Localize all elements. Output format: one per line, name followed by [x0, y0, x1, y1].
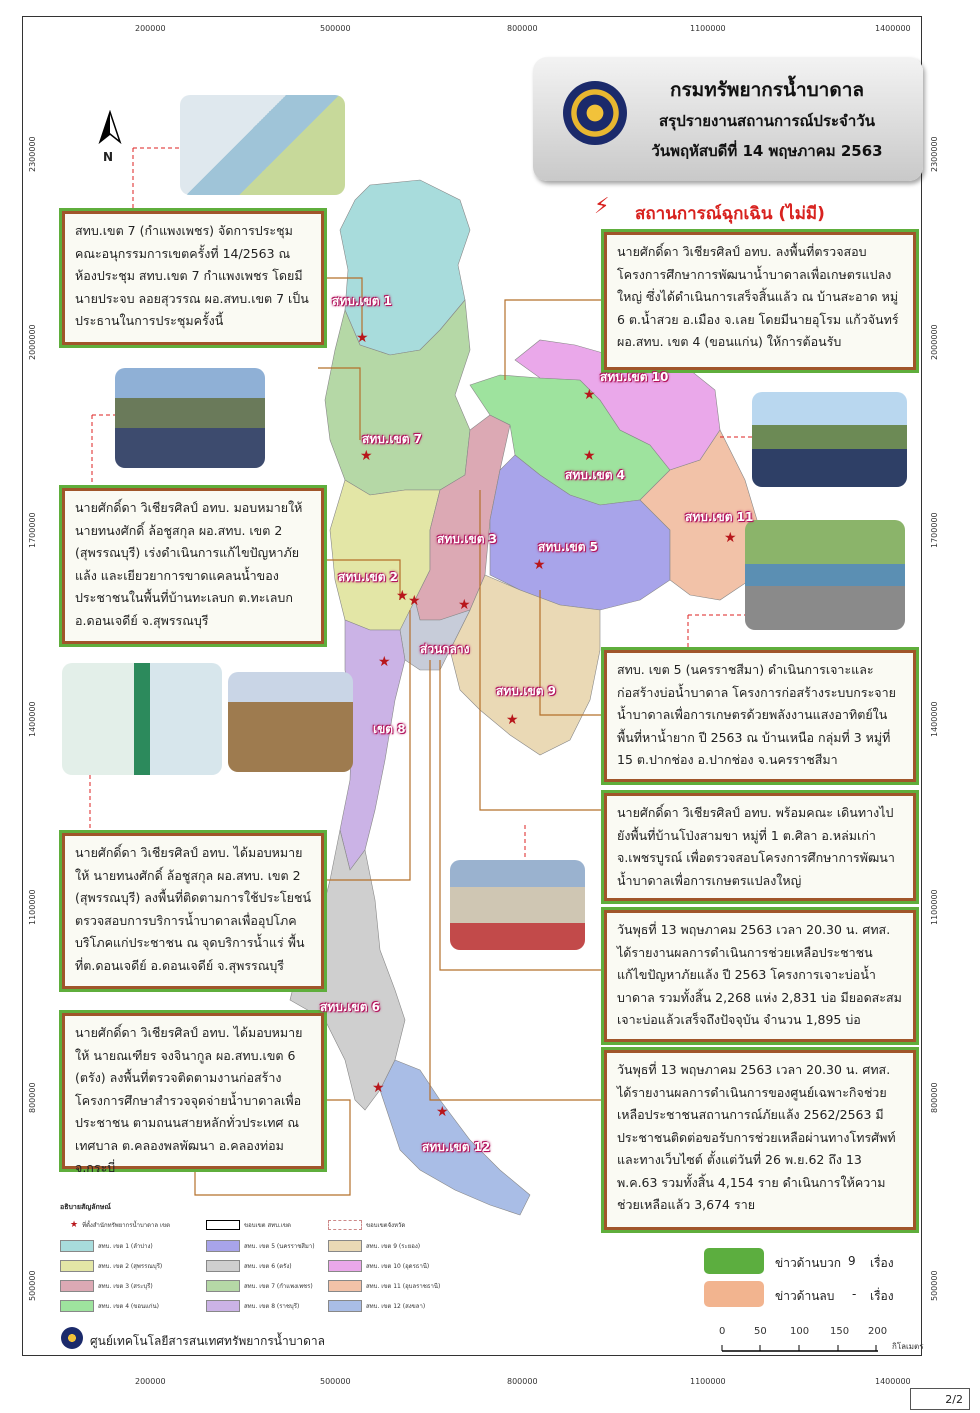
legend-item-label: สทบ. เขต 9 (ระยอง) — [366, 1243, 421, 1250]
zone-label-3: สทบ.เขต 3 — [437, 532, 498, 546]
negative-news-unit: เรื่อง — [870, 1289, 894, 1303]
zone-label-central: ส่วนกลาง — [420, 642, 470, 656]
note-zone6-inspection: นายศักดิ์ดา วิเชียรศิลป์ อทบ. ได้มอบหมายให้ นายณเฑียร จงจินากูล ผอ.สทบ.เขต 6 (ตรัง) ลงพื้นที่ตรวจติดตามงานก่อสร้างโครงการศึกษาสำรวจจุดจ่ายน้ำบาดาลเพื่อประชาชน ตามถนนสายหลักทั่วประเทศ ณ เทศบาล ต.คลองพลพัฒนา อ.คลองท่อม จ.กระบี่ — [62, 1013, 324, 1169]
zone-label-7: สทบ.เขต 7 — [362, 432, 423, 446]
legend-item — [60, 1260, 162, 1272]
axis-bottom-tick: 1100000 — [690, 1377, 726, 1386]
office-star-icon: ★ — [533, 557, 546, 573]
office-star-icon: ★ — [506, 712, 519, 728]
north-label: N — [103, 150, 114, 164]
scale-bar — [720, 1338, 880, 1346]
axis-right-tick: 500000 — [930, 1270, 939, 1301]
positive-news-swatch — [704, 1248, 764, 1274]
office-star-icon: ★ — [360, 448, 373, 464]
legend-item — [328, 1260, 429, 1272]
axis-left-tick: 1100000 — [28, 889, 37, 925]
scale-tick: 150 — [830, 1326, 850, 1337]
note-zone2-water-service: นายศักดิ์ดา วิเชียรศิลป์ อทบ. ได้มอบหมายให้ นายทนงศักดิ์ ล้อชูสกุล ผอ.สทบ. เขต 2 (สุพรรณบุรี) ลงพื้นที่ติดตามการใช้ประโยชน์ ตรวจสอบการบริการน้ำบาดาลเพื่ออุปโภค บริโภคแก่ประชาชน ณ จุดบริการน้ำแร่ พื้นที่ต.ดอนเจดีย์ อ.ดอนเจดีย์ จ.สุพรรณบุรี — [62, 833, 324, 989]
north-arrow-icon — [95, 110, 125, 150]
scale-tick: 50 — [754, 1326, 767, 1337]
office-star-icon: ★ — [372, 1080, 385, 1096]
legend-item — [206, 1240, 315, 1252]
zone-label-2: สทบ.เขต 2 — [338, 570, 399, 584]
legend-item-label: สทบ. เขต 4 (ขอนแก่น) — [98, 1303, 160, 1310]
note-drilling-report: วันพุธที่ 13 พฤษภาคม 2563 เวลา 20.30 น. ศทส. ได้รายงานผลการดำเนินการช่วยเหลือประชาชนแก้ไขปัญหาภัยแล้ง ปี 2563 โครงการเจาะบ่อน้ำบาดาล รวมทั้งสิ้น 2,268 แห่ง 2,831 บ่อ มียอดสะสมเจาะบ่อแล้วเสร็จถึงปัจจุบัน จำนวน 1,895 บ่อ — [604, 910, 916, 1042]
negative-news-count: - — [852, 1287, 857, 1301]
legend-item-label: สทบ. เขต 8 (ราชบุรี) — [244, 1303, 300, 1310]
axis-bottom-tick: 500000 — [320, 1377, 351, 1386]
axis-right-tick: 1400000 — [930, 701, 939, 737]
page-number: 2/2 — [910, 1388, 970, 1410]
office-star-icon: ★ — [436, 1104, 449, 1120]
axis-top-tick: 500000 — [320, 24, 351, 33]
credit-seal-icon — [61, 1327, 83, 1349]
zone-label-9: สทบ.เขต 9 — [496, 684, 557, 698]
axis-left-tick: 2300000 — [28, 136, 37, 172]
axis-bottom-tick: 1400000 — [875, 1377, 911, 1386]
legend-item — [206, 1260, 292, 1272]
scale-unit: กิโลเมตร — [892, 1342, 924, 1351]
photo-meeting — [180, 95, 345, 195]
credit-text: ศูนย์เทคโนโลยีสารสนเทศทรัพยากรน้ำบาดาล — [90, 1334, 325, 1348]
office-star-icon: ★ — [583, 448, 596, 464]
title-line-2: สรุปรายงานสถานการณ์ประจำวัน — [659, 112, 875, 130]
zone-label-11: สทบ.เขต 11 — [685, 510, 754, 524]
zone-label-8: เขต 8 — [373, 722, 406, 736]
title-line-1: กรมทรัพยากรน้ำบาดาล — [669, 79, 865, 101]
axis-left-tick: 500000 — [28, 1270, 37, 1301]
axis-right-tick: 2000000 — [930, 324, 939, 360]
legend-item — [206, 1280, 313, 1292]
photo-field-team — [450, 860, 585, 950]
legend-item-label: สทบ. เขต 2 (สุพรรณบุรี) — [98, 1263, 163, 1270]
legend-item-label: สทบ. เขต 7 (กำแพงเพชร) — [244, 1283, 313, 1290]
photo-water-station — [62, 663, 222, 775]
legend-item — [206, 1300, 299, 1312]
axis-top-tick: 800000 — [507, 24, 538, 33]
zone-label-12: สทบ.เขต 12 — [422, 1140, 491, 1154]
photo-construction — [228, 672, 353, 772]
title-box — [533, 57, 923, 181]
legend-province-boundary — [328, 1220, 405, 1230]
legend-item-label: สทบ. เขต 5 (นครราชสีมา) — [244, 1243, 315, 1250]
lightning-icon: ⚡ — [594, 194, 610, 219]
positive-news-unit: เรื่อง — [870, 1256, 894, 1270]
legend-item-label: สทบ. เขต 10 (อุดรธานี) — [366, 1263, 430, 1270]
note-phetchabun-visit: นายศักดิ์ดา วิเชียรศิลป์ อทบ. พร้อมคณะ เดินทางไปยังพื้นที่บ้านโป่งสามขา หมู่ที่ 1 ต.ศิลา อ.หล่มเก่า จ.เพชรบูรณ์ เพื่อตรวจสอบโครงการศึกษาการพัฒนาน้ำบาดาลเพื่อการเกษตรแปลงใหญ่ — [604, 793, 916, 901]
legend-item-label: สทบ. เขต 3 (สระบุรี) — [98, 1283, 153, 1290]
legend-item — [328, 1280, 440, 1292]
legend-item — [60, 1300, 159, 1312]
legend-item-label: สทบ. เขต 6 (ตรัง) — [244, 1263, 292, 1270]
note-zone5-well: สทบ. เขต 5 (นครราชสีมา) ดำเนินการเจาะและก่อสร้างบ่อน้ำบาดาล โครงการก่อสร้างระบบกระจายน้ำบาดาลเพื่อการเกษตรด้วยพลังงานแสงอาทิตย์ในพื้นที่หาน้ำยาก ปี 2563 ณ บ้านเหนือ กลุ่มที่ 3 หมู่ที่ 15 ต.ปากช่อง อ.ปากช่อง จ.นครราชสีมา — [604, 650, 916, 782]
axis-top-tick: 1100000 — [690, 24, 726, 33]
emergency-status: สถานการณ์ฉุกเฉิน (ไม่มี) — [635, 204, 825, 224]
axis-bottom-tick: 200000 — [135, 1377, 166, 1386]
legend-item — [328, 1240, 420, 1252]
axis-right-tick: 800000 — [930, 1082, 939, 1113]
axis-top-tick: 1400000 — [875, 24, 911, 33]
office-star-icon: ★ — [396, 588, 409, 604]
title-line-3: วันพฤหัสบดีที่ 14 พฤษภาคม 2563 — [651, 142, 883, 160]
note-zone2-drought: นายศักดิ์ดา วิเชียรศิลป์ อทบ. มอบหมายให้ นายทนงศักดิ์ ล้อชูสกุล ผอ.สทบ. เขต 2 (สุพรรณบุรี) เร่งดำเนินการแก้ไขปัญหาภัยแล้ง และเยียวยาการขาดแคลนน้ำของประชาชนในพื้นที่บ้านทะเลบก ต.ทะเลบก อ.ดอนเจดีย์ จ.สุพรรณบุรี — [62, 488, 324, 644]
photo-site-visit — [752, 392, 907, 487]
scale-tick: 100 — [790, 1326, 810, 1337]
legend-item — [328, 1300, 425, 1312]
note-zone7-meeting: สทบ.เขต 7 (กำแพงเพชร) จัดการประชุมคณะอนุกรรมการเขตครั้งที่ 14/2563 ณ ห้องประชุม สทบ.เขต 7 กำแพงเพชร โดยมี นายประจบ ลอยสุวรรณ ผอ.สทบ.เขต 7 เป็นประธานในการประชุมครั้งนี้ — [62, 211, 324, 345]
positive-news-count: 9 — [848, 1254, 856, 1268]
office-star-icon: ★ — [408, 593, 421, 609]
scale-tick: 0 — [719, 1326, 726, 1337]
office-star-icon: ★ — [356, 330, 369, 346]
axis-bottom-tick: 800000 — [507, 1377, 538, 1386]
legend-zone-boundary-label: ขอบเขต สทบ.เขต — [244, 1222, 291, 1229]
legend-office-label: ที่ตั้งสำนักทรัพยากรน้ำบาดาล เขต — [82, 1222, 171, 1229]
note-loei-project: นายศักดิ์ดา วิเชียรศิลป์ อทบ. ลงพื้นที่ตรวจสอบโครงการศึกษาการพัฒนาน้ำบาดาลเพื่อเกษตรแปลงใหญ่ ซึ่งได้ดำเนินการเสร็จสิ้นแล้ว ณ บ้านสะอาด หมู่ 6 ต.น้ำสวย อ.เมือง จ.เลย โดยมีนายอุโรม แก้วจันทร์ ผอ.สทบ. เขต 4 (ขอนแก่น) ให้การต้อนรับ — [604, 232, 916, 370]
zone-label-5: สทบ.เขต 5 — [538, 540, 599, 554]
zone-label-1: สทบ.เขต 1 — [332, 294, 393, 308]
axis-left-tick: 2000000 — [28, 324, 37, 360]
axis-left-tick: 1700000 — [28, 512, 37, 548]
legend-title: อธิบายสัญลักษณ์ — [60, 1203, 111, 1211]
photo-group — [115, 368, 265, 468]
scale-tick: 200 — [868, 1326, 888, 1337]
legend-zone-boundary — [206, 1220, 291, 1230]
office-star-icon: ★ — [378, 654, 391, 670]
negative-news-swatch — [704, 1281, 764, 1307]
axis-left-tick: 1400000 — [28, 701, 37, 737]
photo-well-drilling — [745, 520, 905, 630]
zone-label-6: สทบ.เขต 6 — [320, 1000, 381, 1014]
zone-label-4: สทบ.เขต 4 — [565, 468, 626, 482]
zone-label-10: สทบ.เขต 10 — [600, 370, 669, 384]
note-help-center-report: วันพุธที่ 13 พฤษภาคม 2563 เวลา 20.30 น. ศทส. ได้รายงานผลการดำเนินการของศูนย์เฉพาะกิจช่วยเหลือประชาชนสถานการณ์ภัยแล้ง 2562/2563 มีประชาชนติดต่อขอรับการช่วยเหลือผ่านทางโทรศัพท์และทางเว็บไซต์ ตั้งแต่วันที่ 26 พ.ย.62 ถึง 13 พ.ค.63 รวมทั้งสิ้น 4,154 ราย ดำเนินการให้ความช่วยเหลือแล้ว 3,674 ราย — [604, 1050, 916, 1230]
legend-item-label: สทบ. เขต 1 (ลำปาง) — [98, 1243, 153, 1250]
office-star-icon: ★ — [724, 530, 737, 546]
positive-news-label: ข่าวด้านบวก — [775, 1256, 842, 1270]
legend-province-boundary-label: ขอบเขตจังหวัด — [366, 1222, 406, 1229]
legend-item-label: สทบ. เขต 12 (สงขลา) — [366, 1303, 426, 1310]
legend-office: ★ ที่ตั้งสำนักทรัพยากรน้ำบาดาล เขต — [70, 1220, 171, 1230]
negative-news-label: ข่าวด้านลบ — [775, 1289, 835, 1303]
axis-right-tick: 1700000 — [930, 512, 939, 548]
legend-item-label: สทบ. เขต 11 (อุบลราชธานี) — [366, 1283, 441, 1290]
axis-top-tick: 200000 — [135, 24, 166, 33]
office-star-icon: ★ — [583, 387, 596, 403]
office-star-icon: ★ — [458, 597, 471, 613]
legend-item — [60, 1240, 153, 1252]
axis-right-tick: 1100000 — [930, 889, 939, 925]
axis-right-tick: 2300000 — [930, 136, 939, 172]
legend-item — [60, 1280, 153, 1292]
legend — [58, 1200, 478, 1330]
axis-left-tick: 800000 — [28, 1082, 37, 1113]
